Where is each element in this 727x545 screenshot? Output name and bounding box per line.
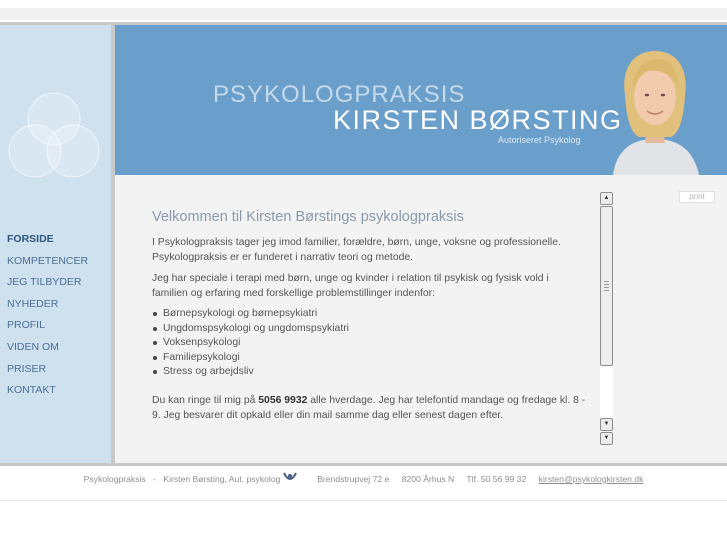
contact-text-after: alle hverdage. Jeg har telefontid mandage og fredage kl. 8 - 9. Jeg besvarer dit opkald eller din mail samme dag eller senest dagen efter. (152, 394, 586, 421)
header-subtitle: Autoriseret Psykolog (498, 135, 581, 145)
psychologist-association-icon (283, 472, 297, 484)
header-title-practice: PSYKOLOGPRAKSIS (213, 81, 466, 108)
footer-email-link[interactable]: kirsten@psykologkirsten.dk (538, 474, 644, 484)
sidebar (0, 25, 111, 463)
contact-paragraph (152, 393, 587, 423)
intro-paragraph: I Psykologpraksis tager jeg imod familier, forældre, børn, unge, voksne og professionelle. Psykologpraksis er er funderet i narrativ teori og metode. (152, 237, 561, 263)
nav-item-kontakt[interactable]: KONTAKT (7, 384, 56, 397)
nav-item-priser[interactable]: PRISER (7, 362, 47, 375)
header-title-name: KIRSTEN BØRSTING (333, 105, 623, 135)
nav-item-nyheder[interactable]: NYHEDER (7, 297, 59, 310)
portrait-photo (607, 35, 703, 175)
top-band (0, 8, 727, 20)
footer-street: Brendstrupvej 72 e (317, 474, 390, 484)
main-nav (7, 233, 88, 406)
scroll-thumb[interactable] (600, 206, 613, 366)
scroll-page-down-button[interactable]: ▼ (600, 418, 613, 431)
nav-item-forside[interactable]: FORSIDE (7, 233, 54, 245)
phone-number: 5056 9932 (258, 394, 308, 406)
logo-circles-icon (6, 91, 102, 181)
list-item: Børnepsykologi og børnepsykiatri (152, 307, 587, 322)
footer-phone: Tlf. 50 56 99 32 (466, 474, 527, 484)
nav-item-viden-om[interactable]: VIDEN OM (7, 340, 59, 353)
header-banner (115, 25, 727, 175)
speciality-list (152, 307, 587, 380)
nav-item-profil[interactable]: PROFIL (7, 319, 45, 332)
list-item: Stress og arbejdsliv (152, 365, 587, 380)
footer-divider (0, 500, 727, 501)
nav-item-jeg-tilbyder[interactable]: JEG TILBYDER (7, 276, 82, 289)
contact-text-before: Du kan ringe til mig på (152, 394, 259, 406)
print-button[interactable]: print (679, 191, 715, 203)
nav-item-kompetencer[interactable]: KOMPETENCER (7, 254, 89, 267)
article (152, 208, 587, 429)
list-item: Familiepsykologi (152, 351, 587, 366)
page-title: Velkommen til Kirsten Børstings psykologpraksis (152, 209, 464, 225)
footer-separator: - (153, 474, 156, 484)
footer-practice: Psykologpraksis (83, 474, 146, 484)
list-item: Ungdomspsykologi og ungdomspsykiatri (152, 322, 587, 337)
scroll-down-button[interactable]: ▼ (600, 432, 613, 445)
content-scrollbar[interactable] (600, 192, 613, 445)
list-item: Voksenpsykologi (152, 336, 587, 351)
scroll-up-button[interactable]: ▲ (600, 192, 613, 205)
footer-name: Kirsten Børsting, Aut. psykolog (163, 474, 281, 484)
footer (0, 474, 727, 484)
scroll-grip-icon (604, 281, 609, 291)
footer-city: 8200 Århus N (401, 474, 455, 484)
speciality-paragraph: Jeg har speciale i terapi med børn, unge og kvinder i relation til psykisk og fysisk vold i familien og erfaring med forskellige problemstillinger indenfor: (152, 273, 549, 299)
